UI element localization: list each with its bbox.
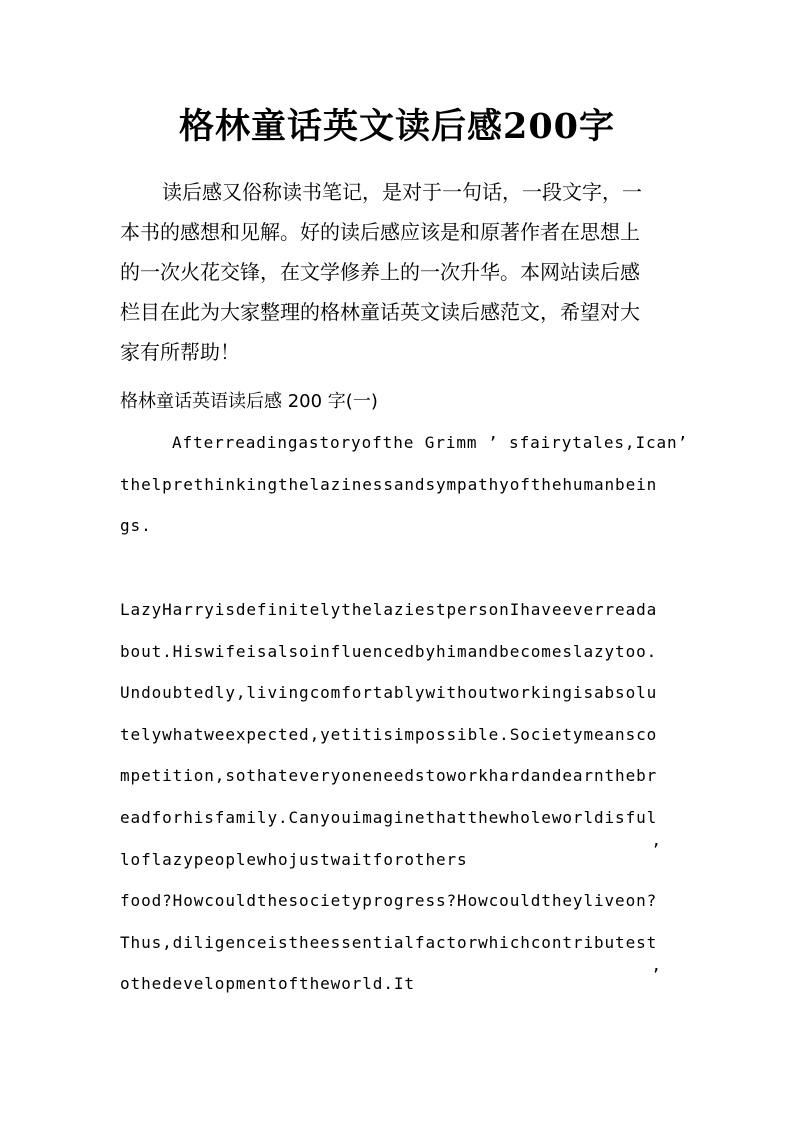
paragraph-line: food?Howcouldthesocietyprogress?Howcouldtheyliveon?: [120, 891, 658, 911]
paragraph-line: mpetition,sothateveryoneneedstoworkhardandearnthebr: [120, 766, 658, 786]
english-paragraph-2: [120, 589, 680, 1005]
english-paragraph-1: [120, 422, 689, 547]
section-heading: 格林童话英语读后感 200 字(一): [120, 391, 378, 412]
paragraph-line: gs.: [120, 516, 152, 536]
intro-line: 家有所帮助！: [120, 340, 240, 364]
paragraph-line: loflazypeoplewhojustwaitforothers: [120, 849, 468, 869]
paragraph-line: othedevelopmentoftheworld.It: [120, 974, 415, 994]
stray-apostrophe: ’: [651, 965, 661, 984]
intro-paragraph: [120, 172, 680, 372]
paragraph-line: Undoubtedly,livingcomfortablywithoutworkingisabsolu: [120, 683, 658, 703]
paragraph-line: telywhatweexpected,yetitisimpossible.Societymeansco: [120, 724, 658, 744]
paragraph-line: bout.Hiswifeisalsoinfluencedbyhimandbecomeslazytoo.: [120, 641, 658, 661]
intro-line: 栏目在此为大家整理的格林童话英文读后感范文，希望对大: [120, 300, 640, 324]
paragraph-line: eadforhisfamily.Canyouimaginethatthewholeworldisful: [120, 807, 658, 827]
intro-line: 本书的感想和见解。好的读后感应该是和原著作者在思想上: [120, 220, 640, 244]
stray-apostrophe: ’: [651, 840, 661, 859]
paragraph-line: Afterreadingastoryofthe Grimm ’ sfairytales,Ican’: [172, 433, 689, 452]
paragraph-line: Thus,diligenceistheessentialfactorwhichcontributest: [120, 932, 658, 952]
intro-line: 读后感又俗称读书笔记，是对于一句话，一段文字，一: [162, 180, 642, 204]
paragraph-line: thelprethinkingthelazinessandsympathyofthehumanbein: [120, 474, 658, 494]
paragraph-line: LazyHarryisdefinitelythelaziestpersonIhaveeverreada: [120, 600, 658, 619]
page-title: 格林童话英文读后感200字: [178, 106, 616, 147]
intro-line: 的一次火花交锋，在文学修养上的一次升华。本网站读后感: [120, 260, 640, 284]
